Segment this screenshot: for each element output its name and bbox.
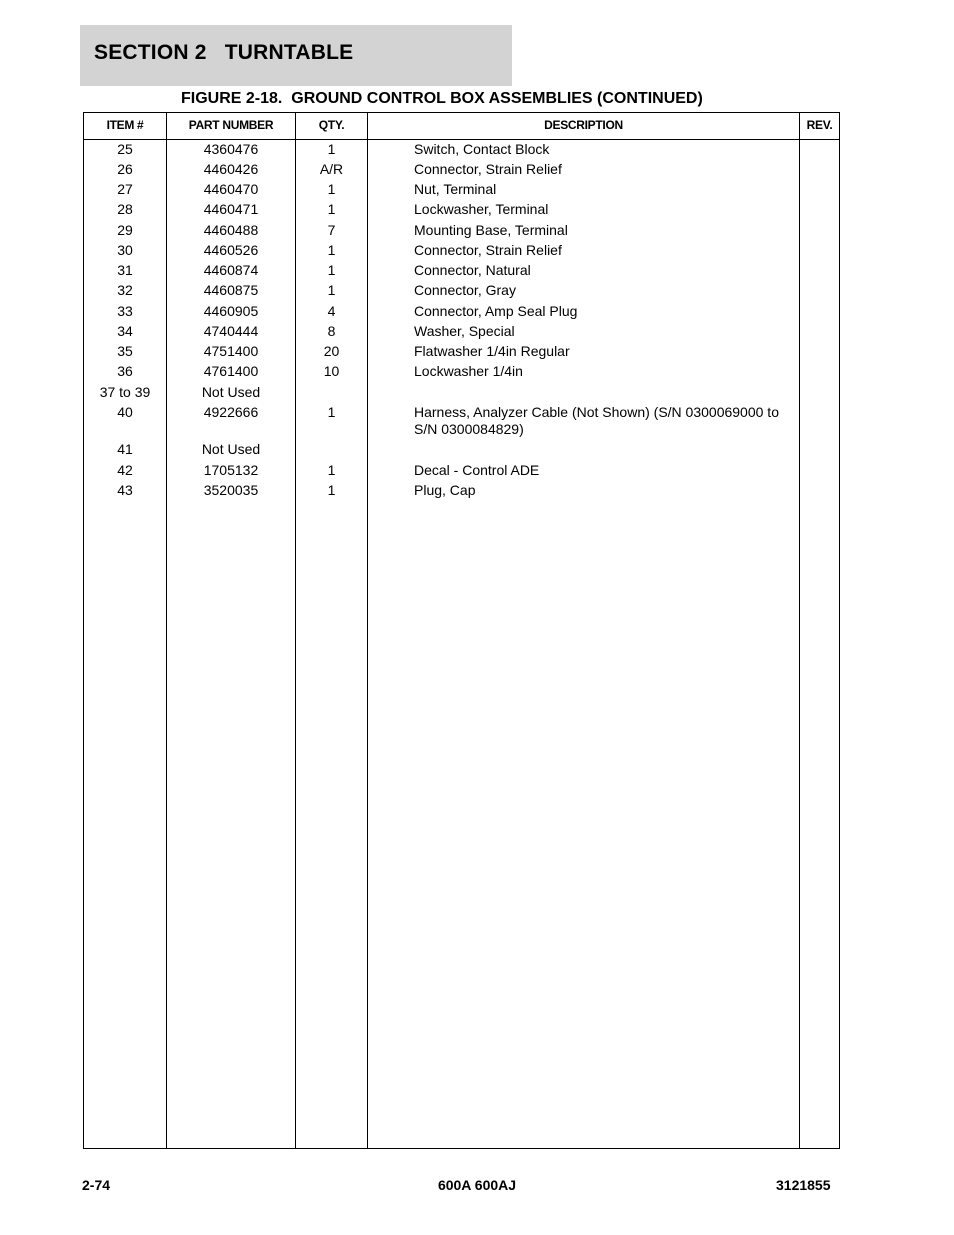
part-number-cell: 3520035	[203, 482, 259, 498]
item-cell: 35	[117, 343, 133, 359]
part-number-cell: 4360476	[203, 141, 259, 157]
part-number-cell: 4460426	[203, 161, 259, 177]
part-number-cell: 4460471	[203, 201, 259, 217]
description-cell: Switch, Contact Block	[414, 141, 550, 157]
item-cell: 30	[117, 242, 133, 258]
item-cell: 26	[117, 161, 133, 177]
model-name: 600A 600AJ	[437, 1177, 517, 1193]
column-divider	[799, 113, 800, 1148]
item-cell: 25	[117, 141, 133, 157]
description-cell: Flatwasher 1/4in Regular	[414, 343, 570, 359]
part-number-cell: 4761400	[203, 363, 259, 379]
qty-cell: 1	[327, 282, 336, 298]
qty-cell: 7	[327, 222, 336, 238]
item-cell: 32	[117, 282, 133, 298]
part-number-cell: 1705132	[203, 462, 259, 478]
part-number-cell: 4751400	[203, 343, 259, 359]
part-number-cell: 4460470	[203, 181, 259, 197]
item-cell: 40	[117, 404, 133, 420]
item-cell: 28	[117, 201, 133, 217]
qty-cell: 1	[327, 404, 336, 420]
description-cell: Connector, Strain Relief	[414, 242, 562, 258]
qty-cell: 1	[327, 242, 336, 258]
item-cell: 37 to 39	[99, 384, 151, 400]
col-header-description: DESCRIPTION	[544, 118, 623, 132]
description-cell: Washer, Special	[414, 323, 515, 339]
item-cell: 31	[117, 262, 133, 278]
part-number-cell: 4460526	[203, 242, 259, 258]
item-cell: 34	[117, 323, 133, 339]
col-header-qty: QTY.	[318, 118, 345, 132]
description-cell: Nut, Terminal	[414, 181, 497, 197]
part-number-cell: 4922666	[203, 404, 259, 420]
table-header	[84, 113, 839, 140]
qty-cell: 1	[327, 462, 336, 478]
description-cell: Decal - Control ADE	[414, 462, 540, 478]
description-cell: Connector, Gray	[414, 282, 516, 298]
qty-cell: 1	[327, 262, 336, 278]
qty-cell: 20	[323, 343, 340, 359]
parts-table	[83, 112, 840, 1149]
qty-cell: 1	[327, 181, 336, 197]
figure-title: FIGURE 2-18. GROUND CONTROL BOX ASSEMBLIES (CONTINUED)	[181, 90, 703, 107]
part-number-cell: 4460875	[203, 282, 259, 298]
qty-cell: 1	[327, 201, 336, 217]
description-cell: Connector, Amp Seal Plug	[414, 303, 578, 319]
description-cell: Mounting Base, Terminal	[414, 222, 568, 238]
qty-cell: 1	[327, 482, 336, 498]
part-number-cell: Not Used	[201, 441, 261, 457]
description-cell: Harness, Analyzer Cable (Not Shown) (S/N 0300069000 to S/N 0300084829)	[414, 404, 779, 437]
description-cell: Lockwasher 1/4in	[414, 363, 523, 379]
section-header-box	[80, 25, 512, 86]
col-header-item: ITEM #	[106, 118, 144, 132]
qty-cell: 1	[327, 141, 336, 157]
col-header-rev: REV.	[806, 118, 833, 132]
qty-cell: 4	[327, 303, 336, 319]
item-cell: 41	[117, 441, 133, 457]
part-number-cell: Not Used	[201, 384, 261, 400]
item-cell: 33	[117, 303, 133, 319]
item-cell: 36	[117, 363, 133, 379]
description-cell: Connector, Strain Relief	[414, 161, 562, 177]
section-title: SECTION 2 TURNTABLE	[94, 41, 354, 64]
item-cell: 42	[117, 462, 133, 478]
description-cell: Lockwasher, Terminal	[414, 201, 549, 217]
part-number-cell: 4460488	[203, 222, 259, 238]
part-number-cell: 4460905	[203, 303, 259, 319]
qty-cell: 10	[323, 363, 340, 379]
qty-cell: A/R	[319, 161, 344, 177]
item-cell: 29	[117, 222, 133, 238]
qty-cell: 8	[327, 323, 336, 339]
column-divider	[367, 113, 368, 1148]
page-number: 2-74	[82, 1177, 111, 1193]
item-cell: 27	[117, 181, 133, 197]
document-number: 3121855	[776, 1177, 831, 1193]
description-cell: Connector, Natural	[414, 262, 531, 278]
part-number-cell: 4460874	[203, 262, 259, 278]
part-number-cell: 4740444	[203, 323, 259, 339]
description-cell: Plug, Cap	[414, 482, 476, 498]
item-cell: 43	[117, 482, 133, 498]
col-header-part-number: PART NUMBER	[188, 118, 274, 132]
